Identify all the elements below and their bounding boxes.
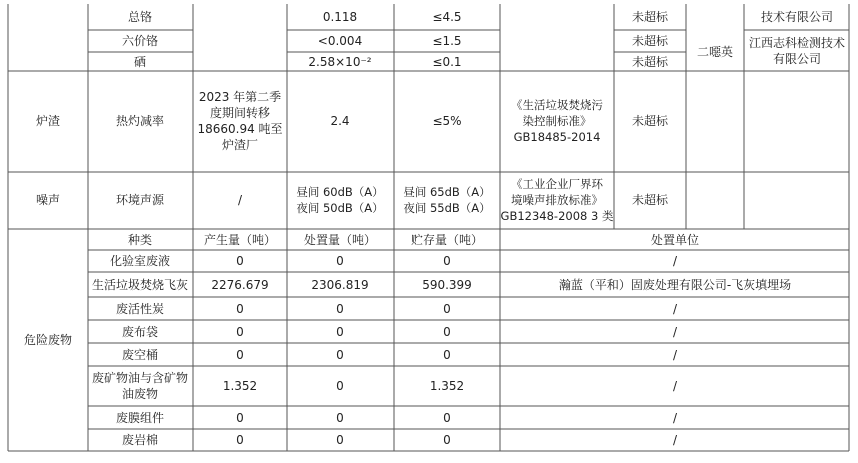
hw-type: 化验室废液 (109, 254, 171, 268)
noise-standard: 《工业企业厂界环 境噪声排放标准》 GB12348-2008 3 类 (500, 177, 614, 223)
hw-type: 废岩棉 (121, 433, 159, 447)
header-disposal-unit: 处置单位 (650, 233, 700, 247)
item-total-chromium: 总铬 (127, 10, 153, 24)
result-selenium: 未超标 (631, 55, 669, 69)
hw-produced: 0 (236, 411, 244, 425)
measured-total-chromium: 0.118 (322, 10, 358, 24)
hw-stored: 0 (443, 348, 451, 362)
hw-type: 废活性炭 (115, 302, 165, 316)
hw-unit: / (672, 411, 678, 425)
hw-produced: 0 (236, 433, 244, 447)
slag-result: 未超标 (631, 114, 669, 128)
hw-disposed: 0 (336, 348, 344, 362)
hw-stored: 0 (443, 254, 451, 268)
category-slag: 炉渣 (35, 114, 61, 128)
hw-type: 废布袋 (121, 325, 159, 339)
hw-type: 废膜组件 (115, 411, 165, 425)
limit-total-chromium: ≤4.5 (432, 10, 462, 24)
hw-type: 废空桶 (121, 348, 159, 362)
hw-stored: 0 (443, 411, 451, 425)
hw-unit: / (672, 325, 678, 339)
hw-produced: 0 (236, 348, 244, 362)
measured-hexavalent-chromium: <0.004 (317, 34, 363, 48)
hw-type: 生活垃圾焚烧飞灰 (91, 278, 189, 292)
item-selenium: 硒 (133, 55, 147, 69)
hw-unit: / (672, 379, 678, 393)
hw-unit: / (672, 254, 678, 268)
header-disposed: 处置量（吨） (303, 233, 377, 247)
hw-stored: 1.352 (429, 379, 465, 393)
noise-limit: 昼间 65dB（A） 夜间 55dB（A） (403, 185, 491, 215)
hw-unit: 瀚蓝（平和）固废处理有限公司-飞灰填埋场 (558, 278, 792, 292)
slag-limit: ≤5% (432, 114, 462, 128)
org-name-line: 技术有限公司 (760, 10, 834, 24)
hw-type: 废矿物油与含矿物 油废物 (91, 371, 189, 401)
category-noise: 噪声 (35, 193, 61, 207)
noise-measured: 昼间 60dB（A） 夜间 50dB（A） (296, 185, 384, 215)
hw-unit: / (672, 433, 678, 447)
noise-item: 环境声源 (115, 193, 165, 207)
noise-result: 未超标 (631, 193, 669, 207)
limit-hexavalent-chromium: ≤1.5 (432, 34, 462, 48)
hw-disposed: 0 (336, 411, 344, 425)
hw-stored: 590.399 (422, 278, 472, 292)
hw-disposed: 2306.819 (311, 278, 369, 292)
hw-produced: 0 (236, 254, 244, 268)
hw-produced: 1.352 (222, 379, 258, 393)
slag-measured: 2.4 (330, 114, 350, 128)
org-name-jiangxi: 江西志科检测技术有限公司 (749, 36, 846, 66)
hw-disposed: 0 (336, 254, 344, 268)
result-total-chromium: 未超标 (631, 10, 669, 24)
result-hexavalent-chromium: 未超标 (631, 34, 669, 48)
header-type: 种类 (127, 233, 153, 247)
noise-transfer: / (237, 193, 243, 207)
slag-item: 热灼减率 (115, 114, 165, 128)
hw-disposed: 0 (336, 302, 344, 316)
hw-unit: / (672, 348, 678, 362)
item-hexavalent-chromium: 六价铬 (121, 34, 159, 48)
slag-standard: 《生活垃圾焚烧污 染控制标准》 GB18485-2014 (511, 98, 603, 144)
hw-stored: 0 (443, 433, 451, 447)
hw-disposed: 0 (336, 433, 344, 447)
hw-disposed: 0 (336, 325, 344, 339)
hw-disposed: 0 (336, 379, 344, 393)
hw-unit: / (672, 302, 678, 316)
hw-stored: 0 (443, 325, 451, 339)
slag-transfer: 2023 年第二季 度期间转移 18660.94 吨至 炉渣厂 (197, 90, 283, 152)
measured-selenium: 2.58×10⁻² (308, 55, 372, 69)
category-hazardous-waste: 危险废物 (23, 333, 73, 347)
hw-produced: 0 (236, 325, 244, 339)
limit-selenium: ≤0.1 (432, 55, 462, 69)
hw-produced: 0 (236, 302, 244, 316)
header-produced: 产生量（吨） (203, 233, 277, 247)
dioxin-label: 二噁英 (696, 45, 734, 59)
hw-produced: 2276.679 (211, 278, 269, 292)
hw-stored: 0 (443, 302, 451, 316)
header-stored: 贮存量（吨） (410, 233, 484, 247)
